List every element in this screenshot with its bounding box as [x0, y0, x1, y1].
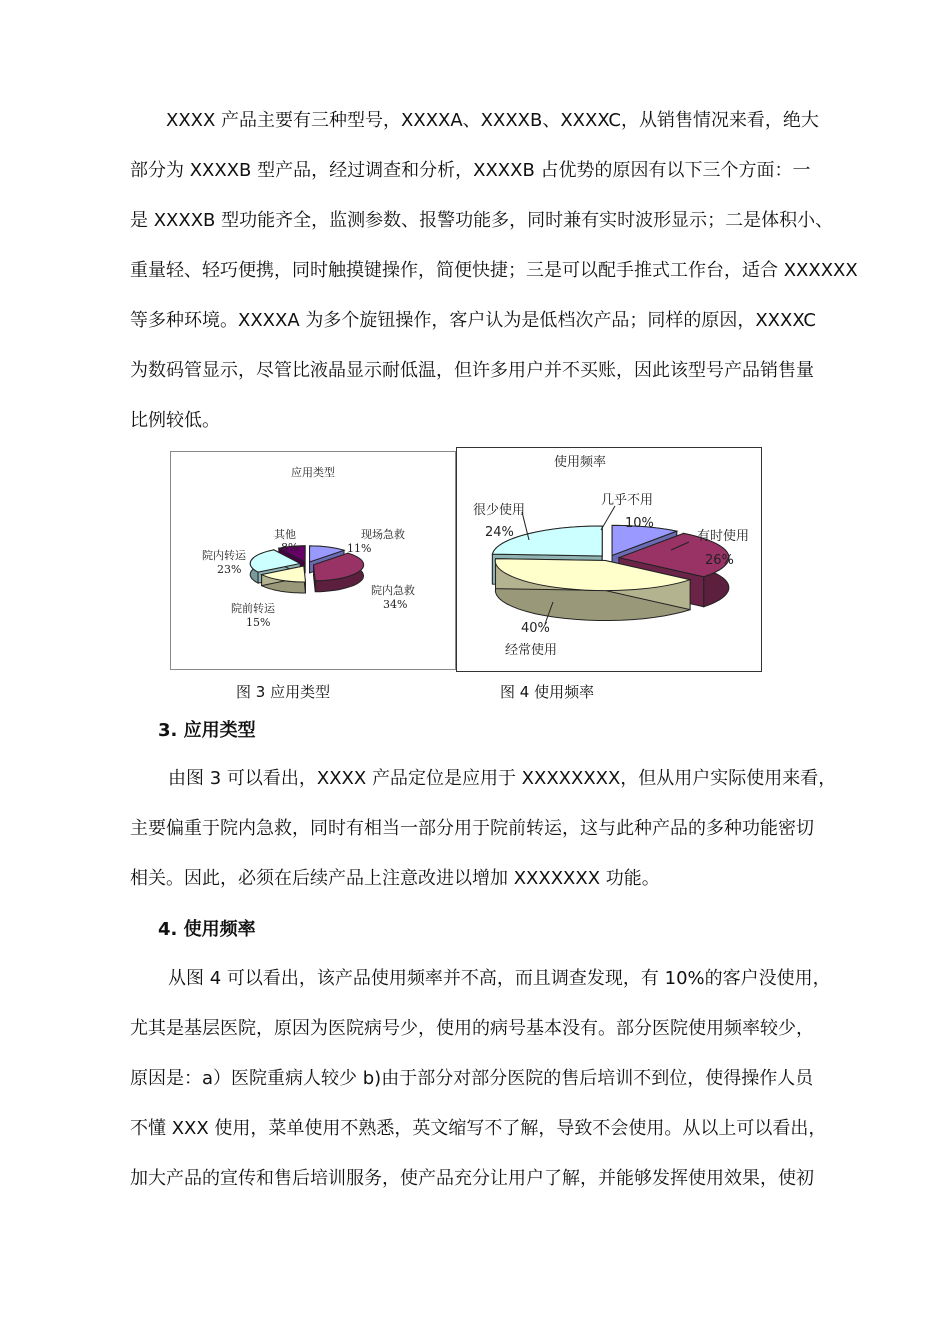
text-line: 是 XXXXB 型功能齐全，监测参数、报警功能多，同时兼有实时波形显示；二是体积小、: [130, 210, 834, 231]
slice-label-category: 院前转运: [231, 602, 275, 615]
chart-title: 应用类型: [291, 466, 335, 479]
text-line: 从图 4 可以看出，该产品使用频率并不高，而且调查发现，有 10%的客户没使用，: [168, 968, 831, 989]
paragraph-application: [130, 754, 852, 904]
slice-label-category: 现场急救: [361, 528, 405, 541]
text-line: 由图 3 可以看出，XXXX 产品定位是应用于 XXXXXXXX，但从用户实际使用来看，: [168, 768, 837, 789]
slice-label-value: 23%: [217, 563, 242, 576]
paragraph-frequency: [130, 954, 852, 1204]
slice-label-category: 经常使用: [505, 643, 558, 658]
text-line: 主要偏重于院内急救，同时有相当一部分用于院前转运，这与此种产品的多种功能密切: [130, 818, 814, 839]
text-line: 比例较低。: [130, 410, 220, 431]
text-line: 原因是：a）医院重病人较少 b)由于部分对部分医院的售后培训不到位，使得操作人员: [130, 1068, 814, 1089]
text-line: XXXX 产品主要有三种型号，XXXXA、XXXXB、XXXXC，从销售情况来看，绝大: [166, 110, 819, 131]
slice-label-value: 8%: [281, 541, 299, 554]
slice-label-value: 40%: [521, 621, 550, 636]
slice-label-category: 院内急救: [371, 584, 415, 597]
chart-usage-frequency-svg: [457, 448, 761, 671]
slice-label-value: 10%: [625, 516, 654, 531]
section-heading-3: 3. 应用类型: [158, 720, 256, 741]
slice-label-value: 11%: [347, 542, 372, 555]
text-line: 等多种环境。XXXXA 为多个旋钮操作，客户认为是低档次产品；同样的原因，XXXXC: [130, 310, 816, 331]
slice-label-category: 其他: [274, 528, 296, 541]
text-line: 尤其是基层医院，原因为医院病号少，使用的病号基本没有。部分医院使用频率较少，: [130, 1018, 814, 1039]
slice-label-value: 26%: [705, 553, 734, 568]
paragraph-models: [130, 96, 858, 446]
text-line: 重量轻、轻巧便携，同时触摸键操作，简便快捷；三是可以配手推式工作台，适合 XXXXXX: [130, 260, 858, 281]
slice-label-value: 15%: [246, 616, 271, 629]
section-heading-4: 4. 使用频率: [158, 919, 256, 940]
text-line: 不懂 XXX 使用，菜单使用不熟悉，英文缩写不了解，导致不会使用。从以上可以看出，: [130, 1118, 827, 1139]
chart-usage-frequency: [456, 447, 762, 672]
slice-label-category: 有时使用: [697, 529, 750, 544]
figure-caption-4: 图 4 使用频率: [500, 683, 595, 701]
text-line: 为数码管显示，尽管比液晶显示耐低温，但许多用户并不买账，因此该型号产品销售量: [130, 360, 814, 381]
slice-label-value: 34%: [383, 598, 408, 611]
chart-title: 使用频率: [553, 455, 607, 470]
figure-caption-3: 图 3 应用类型: [236, 683, 331, 701]
slice-label-category: 几乎不用: [601, 493, 654, 508]
slice-label-value: 24%: [485, 525, 514, 540]
chart-application-type: [170, 451, 456, 670]
chart-application-type-svg: [171, 452, 455, 669]
slice-label-category: 很少使用: [473, 503, 526, 518]
text-line: 相关。因此，必须在后续产品上注意改进以增加 XXXXXXX 功能。: [130, 868, 660, 889]
text-line: 部分为 XXXXB 型产品，经过调查和分析，XXXXB 占优势的原因有以下三个方面：一: [130, 160, 811, 181]
slice-label-category: 院内转运: [202, 549, 246, 562]
text-line: 加大产品的宣传和售后培训服务，使产品充分让用户了解，并能够发挥使用效果，使初: [130, 1168, 814, 1189]
